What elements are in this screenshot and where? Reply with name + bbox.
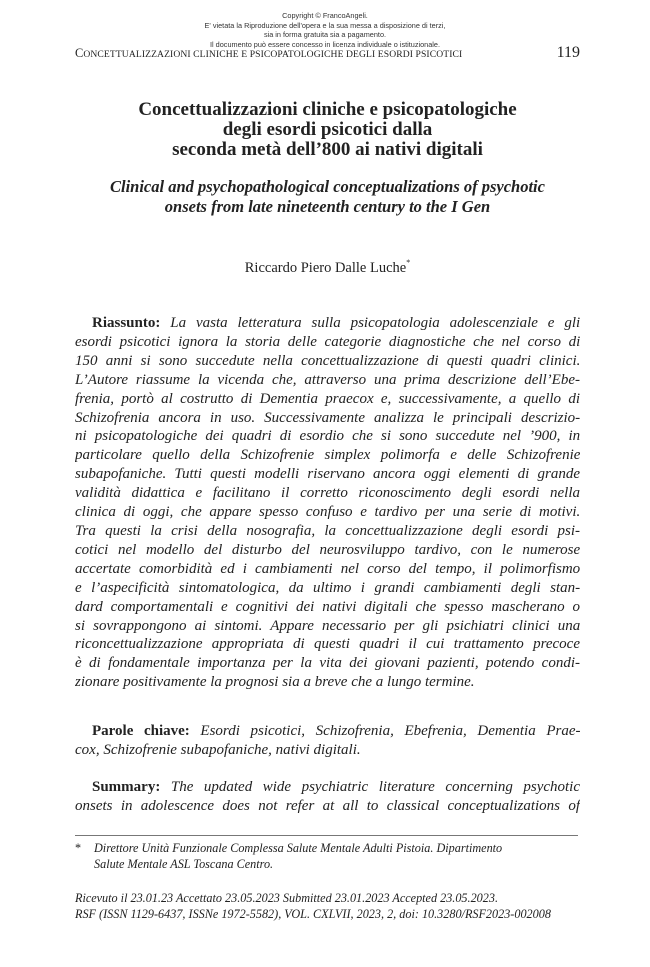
copyright-line: sia in forma gratuita sia a pagamento. [263, 30, 387, 39]
riassunto-line: riconcettualizzazione appropriata di questi quadri il cui trattamento precoce [75, 636, 580, 653]
footnote-line: Direttore Unità Funzionale Complessa Salute Mentale Adulti Pistoia. Dipartimento [94, 841, 503, 855]
publication-info [75, 891, 595, 923]
citation-line: RSF (ISSN 1129-6437, ISSNe 1972-5582), VOL. CXLVII, 2023, 2, doi: 10.3280/RSF2023-002008 [75, 906, 551, 921]
riassunto-line: 150 anni si sono succedute nella concettualizzazione di questi quadri clinici. [75, 352, 580, 369]
title-line: Concettualizzazioni cliniche e psicopatologiche [138, 99, 517, 120]
riassunto-line: dard comportamentali e cognitivi dei nativi digitali che spesso mascherano o [75, 598, 580, 615]
english-title [75, 177, 580, 217]
title-line: degli esordi psicotici dalla [222, 119, 433, 140]
copyright-notice [0, 11, 650, 49]
page-number: 119 [556, 44, 580, 61]
copyright-line: Il documento può essere concesso in licenza individuale o istituzionale. [210, 39, 440, 49]
riassunto-line: esordi psicotici ignora la storia delle categorie diagnostiche che nel corso di [75, 333, 580, 350]
riassunto-line: subapofaniche. Tutti questi modelli riservano ancora oggi elementi di grande [75, 466, 580, 483]
running-title-rest: ONCETTUALIZZAZIONI CLINICHE E PSICOPATOLOGICHE DEGLI ESORDI PSICOTICI [83, 49, 463, 60]
riassunto-line: si sovrappongono ai sintomi. Appare necessario per gli psichiatri clinici una [75, 617, 580, 634]
keywords-label: Parole chiave: [92, 723, 190, 739]
running-title [75, 46, 462, 61]
english-title-line: onsets from late nineteenth century to the I Gen [164, 197, 491, 216]
riassunto-text: La vasta letteratura sulla psicopatologia adolescenziale e gli [170, 315, 580, 331]
riassunto-line [75, 314, 580, 333]
keywords-text: Esordi psicotici, Schizofrenia, Ebefrenia, Dementia Prae- [200, 723, 580, 739]
title-line: seconda metà dell’800 ai nativi digitali [172, 139, 483, 160]
riassunto-line: ni psicopatologiche dei quadri di esordio che si sono succedute nel ’900, in [75, 428, 580, 445]
copyright-line: E' vietata la Riproduzione dell'opera e la sua messa a disposizione di terzi, [204, 20, 446, 30]
riassunto-label: Riassunto: [92, 315, 161, 331]
riassunto-line: validità didattica e facilitano il corretto riconoscimento degli esordi nella [75, 485, 580, 502]
received-dates: Ricevuto il 23.01.23 Accettato 23.05.2023 Submitted 23.01.2023 Accepted 23.05.2023. [75, 891, 498, 905]
keywords-line: cox, Schizofrenie subapofaniche, nativi digitali. [75, 741, 361, 758]
riassunto-paragraph [75, 314, 580, 692]
riassunto-line: Tra questi la crisi della nosografia, la concettualizzazione degli esordi psi- [75, 522, 580, 539]
summary-paragraph [75, 778, 580, 816]
riassunto-line: clinica di oggi, che appare spesso confuso e tardivo per una serie di motivi. [75, 504, 580, 521]
footnote-mark: * [75, 841, 82, 855]
running-title-initial: C [75, 46, 84, 60]
keywords-paragraph [75, 722, 580, 760]
footnote-divider [75, 835, 578, 836]
copyright-line: Copyright © FrancoAngeli. [282, 11, 368, 20]
riassunto-line: zionare positivamente la prognosi sia a breve che a lungo termine. [75, 674, 475, 691]
riassunto-line: accertate comorbidità ed i cambiamenti nel corso del tempo, il polimorfismo [75, 560, 580, 577]
english-title-line: Clinical and psychopathological conceptualizations of psychotic [110, 177, 545, 196]
summary-line [75, 778, 580, 797]
author-footnote-mark: * [406, 258, 411, 267]
riassunto-line: cotici nel modello del disturbo del neurosviluppo tardivo, con le numerose [75, 541, 580, 558]
author-name: Riccardo Piero Dalle Luche [244, 260, 407, 276]
footnote-line: Salute Mentale ASL Toscana Centro. [94, 856, 274, 871]
article-title [75, 100, 580, 160]
riassunto-line: particolare quello della Schizofrenie simplex polimorfa e delle Schizofrenie [75, 447, 580, 464]
summary-label: Summary: [92, 779, 161, 795]
running-header [75, 46, 580, 64]
summary-text: The updated wide psychiatric literature concerning psychotic [170, 779, 580, 795]
riassunto-line: L’Autore riassume la vicenda che, attraverso una prima descrizione dell’Ebe- [75, 371, 580, 388]
author-byline [75, 258, 580, 277]
footnote-text [94, 841, 580, 872]
riassunto-line: e l’aspecificità sintomatologica, da ultimo i grandi cambiamenti degli stan- [75, 579, 580, 596]
riassunto-line: Schizofrenia ancora in uso. Successivamente analizza le principali descrizio- [75, 409, 580, 426]
riassunto-line: è di fondamentale importanza per la vita dei giovani pazienti, potendo condi- [75, 655, 580, 672]
keywords-line [75, 722, 580, 741]
summary-line: onsets in adolescence does not refer at all to classical conceptualizations of [75, 797, 580, 814]
author-footnote [75, 841, 580, 872]
riassunto-line: frenia, portò al costrutto di Dementia praecox e, successivamente, a quello di [75, 390, 580, 407]
